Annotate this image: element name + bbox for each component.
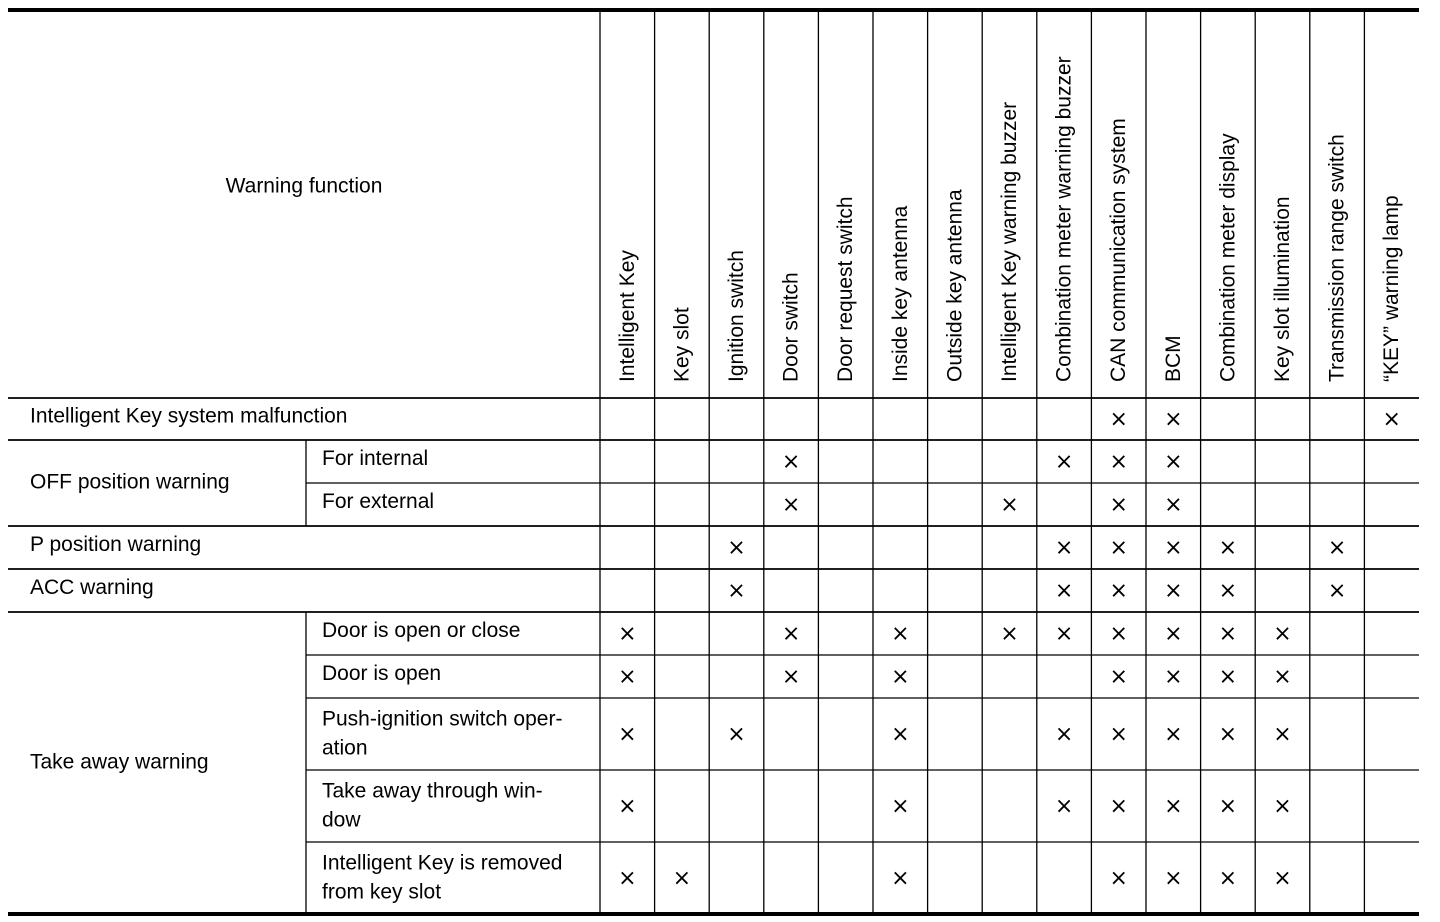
cell-mark: × xyxy=(1109,449,1128,475)
column-header-label: Door request switch xyxy=(834,196,858,382)
cell-mark: × xyxy=(1382,407,1401,432)
row-group-label: P position warning xyxy=(30,533,202,557)
cell-mark: × xyxy=(1054,621,1074,647)
cell-mark: × xyxy=(618,794,637,819)
column-header xyxy=(889,205,912,382)
cell-mark: × xyxy=(1000,621,1019,647)
cell-mark: × xyxy=(1000,492,1019,518)
cell-mark: × xyxy=(1164,621,1183,647)
column-header-label: Inside key antenna xyxy=(888,205,912,382)
column-header xyxy=(1162,335,1185,382)
row-label: For external xyxy=(322,490,435,514)
cell-mark: × xyxy=(1054,722,1074,747)
cell-mark: × xyxy=(1109,492,1128,518)
column-header xyxy=(725,250,748,382)
cell-mark: × xyxy=(781,664,801,690)
cell-mark: × xyxy=(891,664,910,690)
column-header-label: Combination meter display xyxy=(1216,133,1240,382)
column-header-label: CAN communication system xyxy=(1107,118,1131,382)
cell-mark: × xyxy=(1054,449,1074,475)
cell-mark: × xyxy=(1164,722,1183,747)
column-header-label: Ignition switch xyxy=(725,250,749,382)
cell-mark: × xyxy=(1109,722,1128,747)
cell-mark: × xyxy=(1218,794,1238,819)
column-header xyxy=(780,272,803,382)
column-header xyxy=(834,196,857,382)
cell-mark: × xyxy=(781,449,801,475)
column-header-label: Outside key antenna xyxy=(943,189,967,382)
cell-mark: × xyxy=(1109,407,1128,432)
cell-mark: × xyxy=(1273,794,1292,819)
cell-mark: × xyxy=(618,866,637,891)
cell-mark: × xyxy=(781,492,801,518)
cell-mark: × xyxy=(1164,449,1183,475)
column-header-label: Combination meter warning buzzer xyxy=(1052,56,1076,382)
cell-mark: × xyxy=(1273,664,1292,690)
cell-mark: × xyxy=(1218,664,1238,690)
cell-mark: × xyxy=(1164,407,1183,432)
cell-mark: × xyxy=(1109,621,1128,647)
cell-mark: × xyxy=(1218,866,1238,891)
row-group-label: Intelligent Key system malfunction xyxy=(30,404,348,428)
column-header xyxy=(1271,196,1294,382)
cell-mark: × xyxy=(891,621,910,647)
cell-mark: × xyxy=(1164,578,1183,604)
column-header xyxy=(670,307,693,382)
cell-mark: × xyxy=(1109,535,1128,561)
cell-mark: × xyxy=(618,664,637,690)
cell-mark: × xyxy=(1218,578,1238,604)
row-label: Push-ignition switch oper- xyxy=(322,707,563,731)
cell-mark: × xyxy=(1164,664,1183,690)
cell-mark: × xyxy=(1054,535,1074,561)
cell-mark: × xyxy=(1164,794,1183,819)
cell-mark: × xyxy=(1273,866,1292,891)
row-label: dow xyxy=(322,808,361,832)
row-group-label: ACC warning xyxy=(30,576,154,600)
cell-mark: × xyxy=(1109,866,1128,891)
row-group-label: Take away warning xyxy=(30,750,209,774)
cell-mark: × xyxy=(1164,866,1183,891)
cell-mark: × xyxy=(1109,578,1128,604)
cell-mark: × xyxy=(672,866,692,891)
row-label: For internal xyxy=(322,447,429,471)
row-label: Take away through win- xyxy=(322,779,543,803)
row-label: Intelligent Key is removed xyxy=(322,851,563,875)
cell-mark: × xyxy=(1218,722,1238,747)
cell-mark: × xyxy=(1109,664,1128,690)
column-header xyxy=(943,189,966,382)
cell-mark: × xyxy=(1218,621,1238,647)
column-header-label: Door switch xyxy=(779,272,803,382)
cell-mark: × xyxy=(1273,722,1292,747)
column-header xyxy=(998,102,1021,382)
column-header-label: Intelligent Key warning buzzer xyxy=(998,101,1022,382)
cell-mark: × xyxy=(1164,535,1183,561)
cell-mark: × xyxy=(891,866,910,891)
column-header xyxy=(1216,133,1239,382)
cell-mark: × xyxy=(1054,794,1074,819)
column-header-label: Transmission range switch xyxy=(1325,134,1349,382)
cell-mark: × xyxy=(727,535,746,561)
cell-mark: × xyxy=(618,621,637,647)
cell-mark: × xyxy=(1109,794,1128,819)
cell-mark: × xyxy=(727,722,746,747)
column-header xyxy=(1107,118,1130,382)
column-header-label: “KEY” warning lamp xyxy=(1380,195,1404,382)
row-label: Door is open or close xyxy=(322,619,521,643)
cell-mark: × xyxy=(1273,621,1292,647)
row-label: Door is open xyxy=(322,662,442,686)
cell-mark: × xyxy=(1327,535,1347,561)
cell-mark: × xyxy=(891,722,910,747)
cell-mark: × xyxy=(1054,578,1074,604)
row-group-label: OFF position warning xyxy=(30,470,230,494)
cell-mark: × xyxy=(1327,578,1347,604)
cell-mark: × xyxy=(618,722,637,747)
column-header xyxy=(1380,195,1403,382)
column-header-label: Key slot illumination xyxy=(1271,196,1295,382)
cell-mark: × xyxy=(1218,535,1238,561)
column-header-label: BCM xyxy=(1161,335,1185,382)
cell-mark: × xyxy=(727,578,746,604)
cell-mark: × xyxy=(1164,492,1183,518)
column-header xyxy=(616,250,639,382)
column-header xyxy=(1326,134,1349,382)
row-label: ation xyxy=(322,736,368,760)
cell-mark: × xyxy=(891,794,910,819)
column-header-label: Key slot xyxy=(670,307,694,382)
column-header xyxy=(1053,56,1076,382)
corner-header: Warning function xyxy=(225,174,383,198)
cell-mark: × xyxy=(781,621,801,647)
column-header-label: Intelligent Key xyxy=(615,250,639,382)
row-label: from key slot xyxy=(322,880,442,904)
